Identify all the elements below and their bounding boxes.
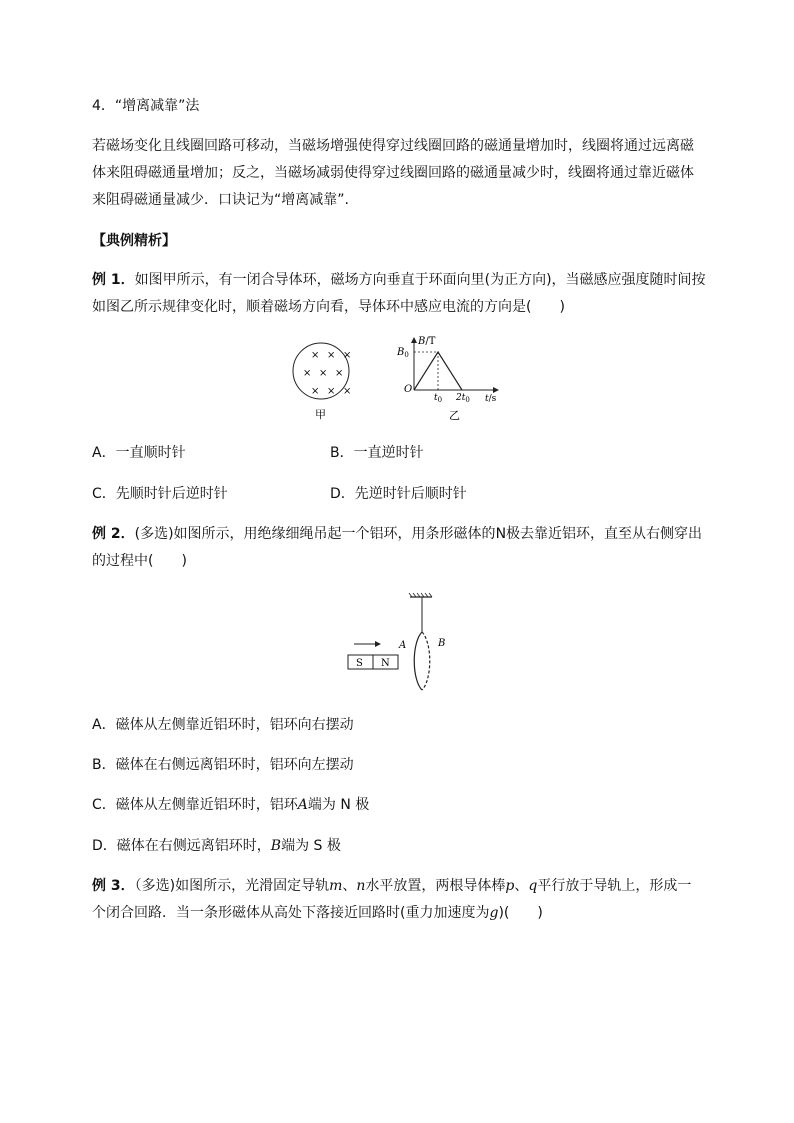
t0-label: $t_0$ [434, 393, 443, 404]
field-cross-mark: × [327, 350, 336, 361]
example-1-option-d[interactable]: D．先逆时针后顺时针 [330, 486, 467, 502]
figure-yi-caption: 乙 [449, 409, 460, 422]
example-3-stem-line1: 例 3．（多选)如图所示，光滑固定导轨m、n水平放置，两根导体棒p、q平行放于导轨上，形成一 [92, 878, 692, 894]
field-cross-mark: × [343, 350, 352, 361]
example-3-label: 例 3． [92, 878, 135, 894]
example-1-stem-line2: 如图乙所示规律变化时，顺着磁场方向看，导体环中感应电流的方向是( ) [92, 299, 565, 315]
example-3-stem-line2: 个闭合回路．当一条形磁体从高处下落接近回路时(重力加速度为g)( ) [92, 905, 543, 921]
example-2-stem-line1: 例 2．(多选)如图所示，用绝缘细绳吊起一个铝环，用条形磁体的N极去靠近铝环，直至从右侧穿出 [92, 526, 703, 542]
typical-examples-heading: 【典例精析】 [92, 233, 176, 249]
figure-yi-bt-graph [392, 334, 512, 428]
example-2-option-a[interactable]: A．磁体从左侧靠近铝环时，铝环向右摆动 [92, 717, 354, 733]
aluminum-ring-back [422, 632, 430, 690]
ring-end-a-label: A [399, 640, 407, 651]
field-cross-mark: × [311, 350, 320, 361]
field-cross-mark: × [343, 386, 352, 397]
section-title: 4．“增离减靠”法 [92, 98, 200, 114]
x-axis-label: t/s [485, 394, 497, 404]
section-paragraph-line: 体来阻碍磁通量增加；反之，当磁场减弱使得穿过线圈回路的磁通量减少时，线圈将通过靠近磁体 [92, 165, 694, 181]
ring-end-b-label: B [438, 638, 446, 649]
aluminum-ring-front [414, 632, 422, 690]
example-2-option-b[interactable]: B．磁体在右侧远离铝环时，铝环向左摆动 [92, 757, 354, 773]
two-t0-label: $2t_0$ [456, 393, 470, 404]
magnet-n-pole: N [381, 658, 390, 669]
y-axis-arrow-icon [411, 337, 417, 343]
y-axis-label: B/T [418, 336, 436, 347]
example-2-option-c[interactable]: C．磁体从左侧靠近铝环时，铝环A端为 N 极 [92, 797, 370, 813]
figure-jia-circle-field [290, 336, 370, 428]
motion-arrow-icon [375, 641, 381, 647]
example-2-label: 例 2． [92, 526, 135, 542]
field-cross-mark: × [327, 386, 336, 397]
example-1-label: 例 1． [92, 272, 135, 288]
field-cross-mark: × [303, 368, 312, 379]
field-cross-mark: × [335, 368, 344, 379]
b0-label: $B_0$ [397, 347, 409, 359]
figure-magnet-ring [344, 592, 464, 692]
section-paragraph-line: 来阻碍磁通量减少．口诀记为“增离减靠”. [92, 192, 349, 208]
section-paragraph-line: 若磁场变化且线圈回路可移动，当磁场增强使得穿过线圈回路的磁通量增加时，线圈将通过远离磁 [92, 138, 694, 154]
example-2-stem-line2: 的过程中( ) [92, 553, 187, 569]
example-1-option-a[interactable]: A．一直顺时针 [92, 445, 186, 461]
field-cross-mark: × [319, 368, 328, 379]
figure-jia-caption: 甲 [315, 408, 326, 421]
example-1-option-b[interactable]: B．一直逆时针 [330, 445, 424, 461]
field-cross-mark: × [311, 386, 320, 397]
example-1-option-c[interactable]: C．先顺时针后逆时针 [92, 486, 228, 502]
x-axis-arrow-icon [493, 387, 499, 393]
example-1-stem-line1: 例 1．如图甲所示，有一闭合导体环，磁场方向垂直于环面向里(为正方向)，当磁感应强度随时间按 [92, 272, 706, 288]
magnet-s-pole: S [356, 658, 363, 669]
example-2-option-d[interactable]: D．磁体在右侧远离铝环时，B端为 S 极 [92, 838, 341, 854]
origin-label: O [404, 384, 413, 395]
